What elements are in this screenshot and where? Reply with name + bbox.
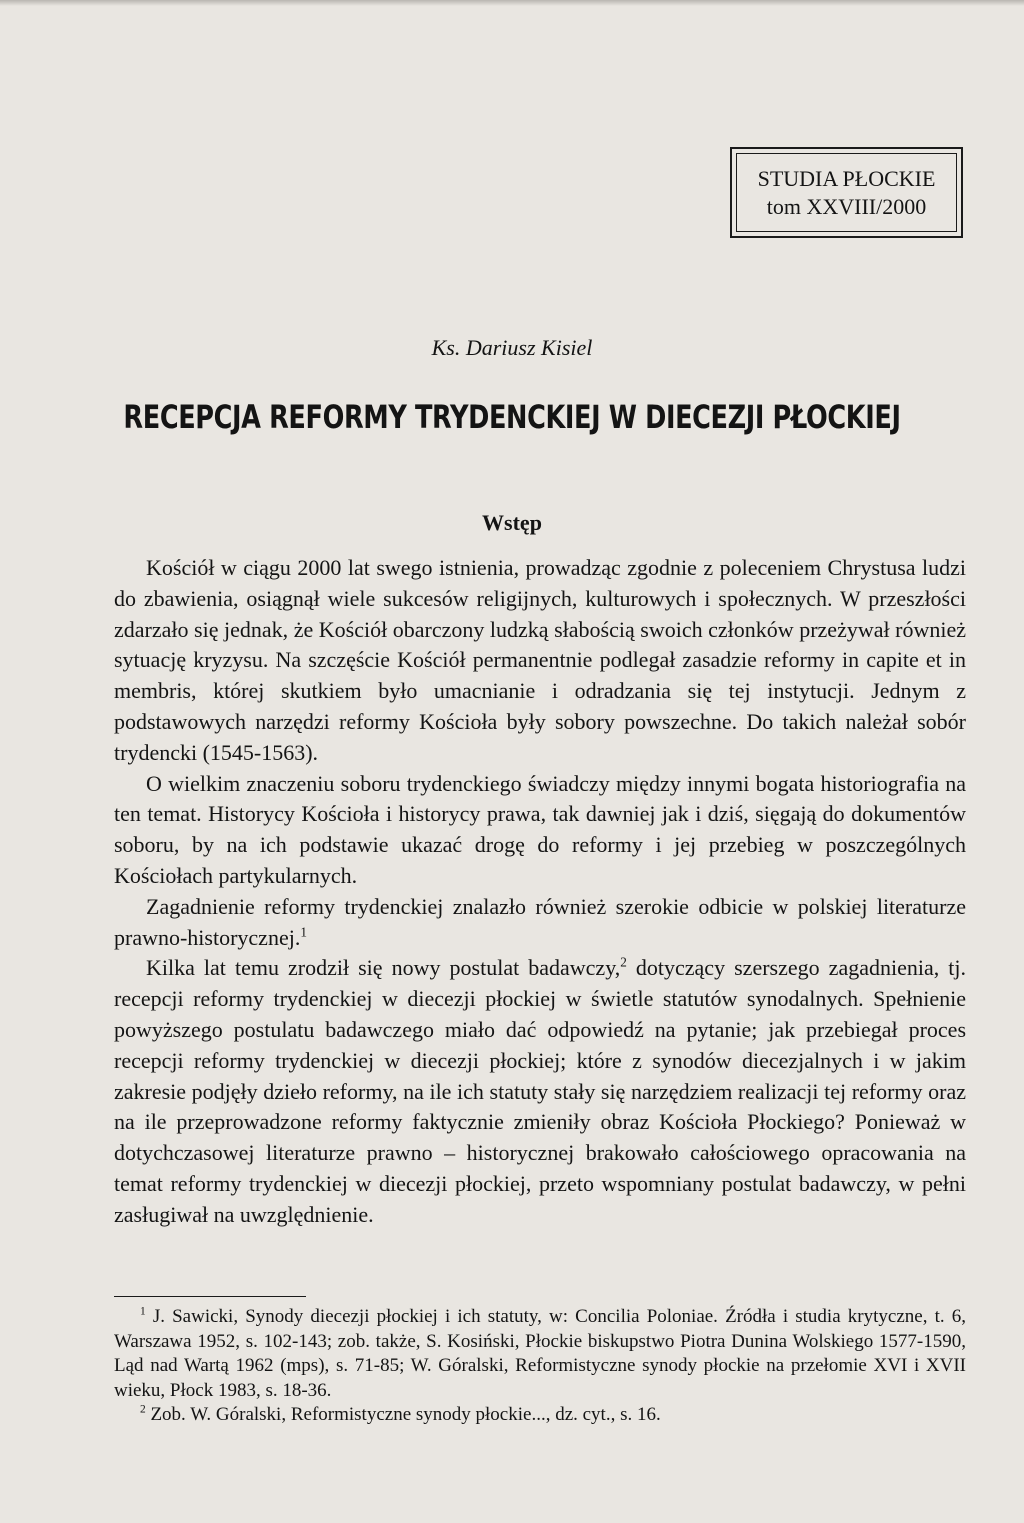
page-top-edge: [0, 0, 1024, 6]
article-body: [114, 553, 966, 1231]
footnote-reference: 1: [300, 924, 307, 940]
journal-name: STUDIA PŁOCKIE: [757, 165, 936, 191]
footnote-text: Zob. W. Góralski, Reformistyczne synody płockie..., dz. cyt., s. 16.: [145, 1404, 661, 1425]
body-paragraph: [114, 553, 966, 769]
footnote-text: J. Sawicki, Synody diecezji płockiej i ich statuty, w: Concilia Poloniae. Źródła i studia krytyczne, t. 6, Warszawa 1952, s. 102-143; zob. także, S. Kosiński, Płockie biskupstwo Piotra Dunina Wolskiego 1577-1590, Ląd nad Wartą 1962 (mps), s. 71-85; W. Góralski, Reformistyczne synody płockie na przełomie XVI i XVII wieku, Płock 1983, s. 18-36.: [114, 1306, 966, 1401]
journal-header-inner: [736, 153, 957, 232]
section-heading: Wstęp: [482, 510, 542, 535]
paragraph-text: dotyczący szerszego zagadnienia, tj. recepcji reformy trydenckiej w diecezji płockiej w świetle statutów synodalnych. Spełnienie powyższego postulatu badawczego miało dać odpowiedź na pytanie; jak przebiegał proces recepcji reformy trydenckiej w diecezji płockiej; które z synodów diecezjalnych i w jakim zakresie podjęły dzieło reformy, na ile ich statuty stały się narzędziem realizacji tej reformy oraz na ile przeprowadzone reformy faktycznie zmieniły obraz Kościoła Płockiego? Ponieważ w dotychczasowej literaturze prawno – historycznej brakowało całościowego opracowania na temat reformy trydenckiej w diecezji płockiej, przeto wspomniany postulat badawczy, w pełni zasługiwał na uwzględnienie.: [114, 955, 966, 1227]
footnote-separator: [114, 1296, 306, 1297]
article-author: Ks. Dariusz Kisiel: [431, 335, 593, 360]
paragraph-text: O wielkim znaczeniu soboru trydenckiego świadczy między innymi bogata historiografia na ten temat. Historycy Kościoła i historycy prawa, tak dawniej jak i dziś, sięgają do dokumentów soboru, by na ich podstawie ukazać drogę do reformy i jej przebieg w poszczególnych Kościołach partykularnych.: [114, 770, 966, 888]
footnote: [114, 1305, 966, 1403]
body-paragraph: [114, 892, 966, 954]
footnote-mark: 1: [140, 1305, 146, 1318]
paragraph-text: Zagadnienie reformy trydenckiej znalazło również szerokie odbicie w polskiej literaturze prawno-historycznej.: [114, 893, 966, 950]
article-title: RECEPCJA REFORMY TRYDENCKIEJ W DIECEZJI PŁOCKIEJ: [123, 398, 901, 436]
footnote: [114, 1403, 966, 1428]
paragraph-text: Kilka lat temu zrodził się nowy postulat badawczy,: [146, 955, 621, 981]
paragraph-text: Kościół w ciągu 2000 lat swego istnienia, prowadząc zgodnie z poleceniem Chrystusa ludzi do zbawienia, osiągnął wiele sukcesów religijnych, kulturowych i społecznych. W przeszłości zdarzało się jednak, że Kościół obarczony ludzką słabością swoich członków przeżywał również sytuację kryzysu. Na szczęście Kościół permanentnie podlegał zasadzie reformy in capite et in membris, której skutkiem było umacnianie i odradzania się tej instytucji. Jednym z podstawowych narzędzi reformy Kościoła były sobory powszechne. Do takich należał sobór trydencki (1545-1563).: [114, 555, 966, 765]
footnote-mark: 2: [140, 1403, 146, 1416]
body-paragraph: [114, 769, 966, 892]
journal-header-box: [730, 147, 963, 238]
footnote-reference: 2: [620, 955, 627, 971]
body-paragraph: [114, 953, 966, 1230]
footnotes: [114, 1305, 966, 1428]
journal-volume: tom XXVIII/2000: [766, 193, 927, 219]
